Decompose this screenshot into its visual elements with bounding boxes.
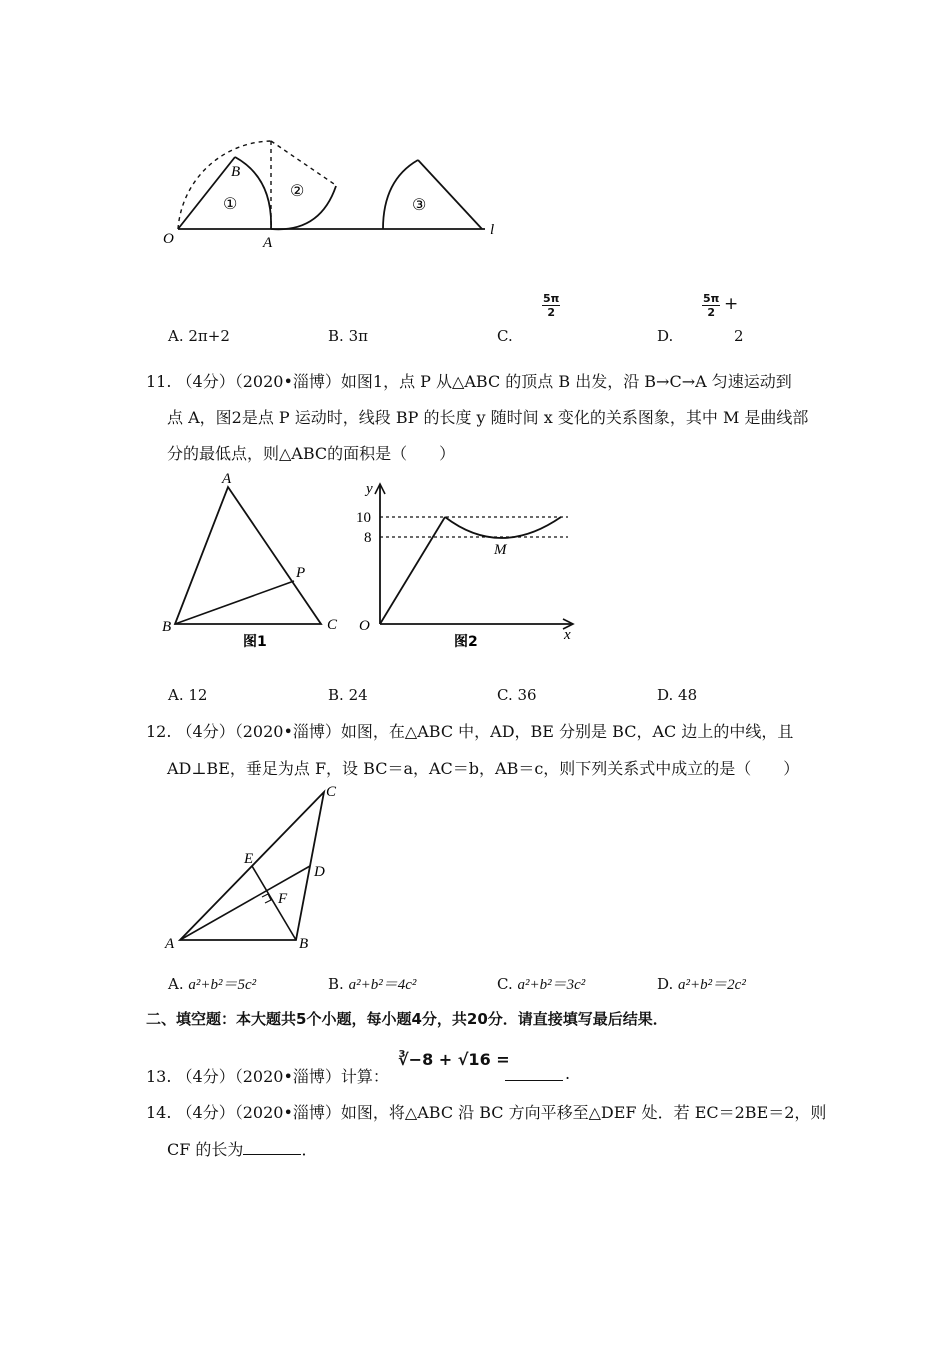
q12-option-b[interactable]: B. a²+b²＝4c² bbox=[328, 975, 417, 993]
label-P: P bbox=[296, 565, 306, 581]
label-A: A bbox=[222, 471, 232, 487]
q11-option-c[interactable]: C. 36 bbox=[497, 686, 537, 704]
q11-figure-1 bbox=[160, 468, 350, 658]
q11-option-b[interactable]: B. 24 bbox=[328, 686, 368, 704]
label-region-1: ① bbox=[223, 196, 238, 213]
q10-figure bbox=[150, 130, 510, 260]
q10-option-d-letter[interactable]: D. bbox=[657, 327, 674, 345]
q14-line-2: CF 的长为 ． bbox=[167, 1140, 318, 1159]
label-E: E bbox=[244, 851, 254, 867]
q12-option-a[interactable]: A. a²+b²＝5c² bbox=[168, 975, 257, 993]
q11-figure-2 bbox=[350, 474, 590, 654]
q13-line: 13. （4分）（2020•淄博）计算： bbox=[146, 1067, 389, 1086]
q12-line-1: 12. （4分）（2020•淄博）如图，在△ABC 中，AD，BE 分别是 BC，AC 边上的中线，且 bbox=[146, 722, 794, 741]
q10-option-c-fraction: $\frac{5\pi}{2}$ bbox=[543, 292, 560, 319]
q12-option-c[interactable]: C. a²+b²＝3c² bbox=[497, 975, 586, 993]
label-D: D bbox=[314, 864, 325, 880]
q10-option-a[interactable]: A. 2π+2 bbox=[168, 327, 230, 345]
label-x: x bbox=[564, 627, 571, 643]
label-y: y bbox=[366, 481, 373, 497]
q10-option-b[interactable]: B. 3π bbox=[328, 327, 368, 345]
q11-line-3: 分的最低点，则△ABC的面积是（ ） bbox=[167, 444, 456, 463]
label-B: B bbox=[162, 619, 172, 635]
q11-option-d[interactable]: D. 48 bbox=[657, 686, 698, 704]
q10-option-d-plus: + bbox=[724, 294, 739, 314]
label-O: O bbox=[359, 618, 370, 634]
q11-line-2: 点 A，图2是点 P 运动时，线段 BP 的长度 y 随时间 x 变化的关系图象，其中 M 是曲线部 bbox=[167, 408, 809, 427]
label-C: C bbox=[326, 784, 337, 800]
q12-option-d[interactable]: D. a²+b²＝2c² bbox=[657, 975, 746, 993]
section-2-heading: 二、填空题：本大题共5个小题，每小题4分，共20分．请直接填写最后结果． bbox=[146, 1010, 668, 1028]
label-F: F bbox=[278, 891, 288, 907]
q10-option-d-fraction: $\frac{5\pi}{2}$ bbox=[703, 292, 720, 319]
q13-end: . bbox=[565, 1064, 571, 1083]
q10-option-d-tail: 2 bbox=[734, 327, 744, 345]
q10-option-c-letter[interactable]: C. bbox=[497, 327, 513, 345]
q11-line-1: 11. （4分）（2020•淄博）如图1，点 P 从△ABC 的顶点 B 出发，沿 B→C→A 匀速运动到 bbox=[146, 372, 792, 391]
label-B: B bbox=[299, 936, 309, 952]
q14-answer-blank[interactable] bbox=[243, 1140, 301, 1155]
label-region-3: ③ bbox=[412, 197, 427, 214]
q13-expression: ∛−8 + √16 = bbox=[398, 1050, 510, 1069]
tick-8: 8 bbox=[364, 530, 372, 546]
tick-10: 10 bbox=[356, 510, 371, 526]
q14-line-1: 14. （4分）（2020•淄博）如图，将△ABC 沿 BC 方向平移至△DEF 处．若 EC＝2BE＝2，则 bbox=[146, 1103, 827, 1122]
label-B: B bbox=[231, 164, 241, 180]
label-A: A bbox=[263, 235, 273, 251]
label-M: M bbox=[494, 542, 507, 558]
label-O: O bbox=[163, 231, 174, 247]
label-C: C bbox=[327, 617, 338, 633]
label-region-2: ② bbox=[290, 183, 305, 200]
label-l: l bbox=[490, 222, 495, 238]
q12-figure bbox=[160, 780, 360, 955]
q11-option-a[interactable]: A. 12 bbox=[168, 686, 208, 704]
label-A: A bbox=[165, 936, 175, 952]
q12-line-2: AD⊥BE，垂足为点 F，设 BC＝a，AC＝b，AB＝c，则下列关系式中成立的是（ ） bbox=[167, 759, 800, 778]
fig2-caption: 图2 bbox=[454, 634, 478, 650]
q13-answer-blank[interactable] bbox=[505, 1066, 563, 1081]
fig1-caption: 图1 bbox=[243, 634, 267, 650]
